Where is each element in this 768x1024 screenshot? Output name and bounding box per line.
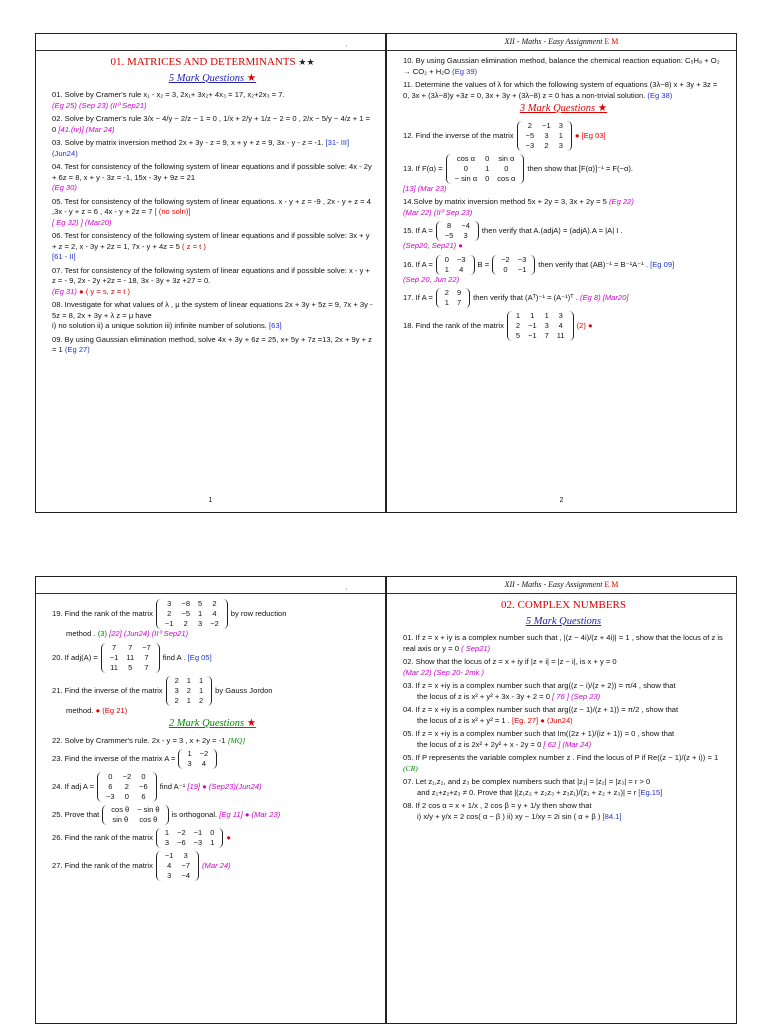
matrix-cell: −5: [525, 130, 535, 140]
matrix-row: [441, 298, 465, 308]
matrix-cell: 3: [164, 838, 170, 847]
question-05: 05. If z = x +iy is a complex number such that Im((2z + 1)/(iz + 1)) = 0 , show that the locus of z is 2x² + 2y² + x - 2y = 0 [ 62 ] (Mar 24): [403, 729, 675, 749]
question-05b: 05. If P represents the variable complex number z . Find the locus of P if Re((z − 1)/(z + i)) = 1 (CR): [403, 753, 719, 773]
matrix-cell: 0: [504, 163, 509, 173]
matrix-cell: 7: [544, 331, 549, 340]
matrix: [166, 676, 213, 706]
matrix-cell: 2: [186, 685, 191, 695]
matrix: [436, 221, 479, 241]
matrix-cell: − sin α: [454, 173, 478, 183]
matrix-cell: 3: [167, 871, 172, 880]
page-number: 1: [208, 497, 213, 504]
matrix-row: [171, 676, 208, 686]
matrix-row: [183, 759, 212, 769]
matrix-cell: sin θ: [112, 815, 129, 824]
matrix-cell: −1: [193, 828, 203, 837]
question-17: 17. If A = 2 9 1 7 then verify that (Aᵀ)⁻¹ = (A⁻¹)ᵀ . (Eg 8) [Mar20]: [403, 288, 629, 307]
matrix-table: [497, 255, 530, 275]
matrix-row: [161, 828, 218, 838]
page-1: [35, 33, 386, 513]
question-11: 11. Determine the values of λ for which the following system of equations (3λ−8) x + 3y + 3z = 0, 3x + (3λ−8)y +3z = 0, 3x + 3y + (3λ−8) z = 0 has a non-trivial solution. (Eg 38): [403, 80, 718, 100]
matrix-cell: 3: [198, 619, 203, 628]
question-03: 03. If z = x +iy is a complex number such that arg((z − i)/(z + 2)) = π/4 , show that the locus of z is x² + y² + 3x - 3y + 2 = 0 [ 76 ] (Sep 23): [403, 681, 676, 701]
matrix: [436, 288, 470, 308]
matrix-cell: 6: [141, 792, 146, 801]
question-15: 15. If A = 8 −4 −5 3 then verify that A.(adjA) = (adjA).A = |A| I . (Sep20, Sep21) ●: [403, 221, 623, 250]
matrix: [178, 749, 217, 769]
matrix-cell: 1: [198, 685, 204, 695]
matrix-row: [441, 231, 474, 241]
matrix-cell: −7: [181, 861, 191, 870]
matrix-row: [161, 609, 223, 619]
matrix-cell: −1: [528, 321, 537, 330]
matrix-cell: 5: [515, 331, 521, 340]
matrix-table: [161, 851, 194, 881]
matrix-cell: 7: [128, 642, 133, 652]
matrix: [507, 311, 574, 341]
matrix-cell: 3: [544, 321, 549, 330]
question-07: 07. Let z₁,z₂, and z₃ be complex numbers such that |z₁| = |z₂| = |z₃| = r > 0 and z₁+z₂+z₃ ≠ 0. Prove that |(z₁z₂ + z₂z₃ + z₃z₁)/(z₁ + z₂ + z₃)| = r [Eg.15]: [403, 777, 663, 797]
header-rule: [387, 593, 736, 594]
question-07: 07. Test for consistency of the following system of linear equations and if possible solve: x - y + z = - 9, 2x - 2y +2z = - 18, 3x - 3y + 3z +27 = 0. (Eg 31) ● ( y = s, z = t ): [52, 265, 370, 296]
matrix-cell: 1: [558, 130, 563, 140]
matrix-cell: 2: [167, 609, 172, 618]
matrix-row: [161, 599, 223, 609]
question-13: 13. If F(α) = cos α 0 sin α 0 1 0 − sin α 0 cos α then show that [F(α)]⁻¹ = F(−α). [13] (Mar 23): [403, 153, 634, 193]
matrix-cell: 4: [201, 759, 206, 768]
matrix-cell: −2: [122, 772, 132, 781]
matrix-row: [522, 141, 567, 151]
matrix-cell: −3: [193, 838, 203, 847]
matrix-row: [161, 861, 194, 871]
chapter-title: 02. COMPLEX NUMBERS: [501, 599, 626, 611]
matrix-row: [522, 121, 567, 131]
question-06: 06. Test for consistency of the following system of linear equations and if possible solve: 3x + y + z = 2, x - 3y + 2z = 1, 7x - y + 4z = 5 ( z = t ) [61 - II]: [52, 231, 370, 261]
matrix-cell: 5: [198, 599, 203, 608]
matrix-cell: 1: [186, 675, 191, 685]
matrix-row: [451, 154, 520, 164]
question-14: 14.Solve by matrix inversion method 5x + 2y = 3, 3x + 2y = 5 (Eg 22) (Mar 22) (II⁰ Sep 23): [403, 197, 634, 217]
matrix-cell: 3: [187, 759, 192, 768]
question-25: 25. Prove that cos θ − sin θ sin θ cos θ is orthogonal. [Eg 11] ● (Mar 23): [52, 805, 281, 824]
matrix-cell: 1: [444, 264, 449, 274]
matrix-row: [497, 255, 530, 265]
page-3: [35, 576, 386, 1024]
question-19: 19. Find the rank of the matrix 3 −8 5 2 2 −5 1 4 −1 2 3 −2 by row reduction method . (3) [22] (Jun24) (II⁰ Sep21): [52, 599, 287, 638]
section-heading: 5 Mark Questions: [525, 615, 602, 627]
matrix-cell: −1: [528, 331, 537, 340]
matrix: [446, 154, 525, 184]
matrix-cell: −8: [181, 599, 191, 608]
matrix-cell: 3: [167, 599, 172, 608]
matrix-row: [512, 331, 569, 341]
matrix-table: [441, 255, 470, 275]
matrix-cell: −1: [164, 851, 174, 860]
matrix-table: [171, 676, 208, 706]
header-rule: [387, 50, 736, 51]
matrix-row: [106, 653, 155, 663]
matrix: [102, 805, 168, 825]
question-08: 08. If 2 cos α = x + 1/x , 2 cos β = y + 1/y then show that i) x/y + y/x = 2 cos( α − β ) ii) xy − 1/xy = 2i sin ( α + β ) [84.1]: [403, 801, 622, 821]
page-header: XII - Maths - Easy Assignment E M: [504, 37, 619, 46]
matrix-cell: cos α: [456, 153, 475, 163]
matrix-table: [441, 288, 465, 308]
matrix-cell: 0: [485, 173, 490, 183]
matrix-cell: 11: [126, 652, 135, 662]
matrix-table: [522, 121, 567, 151]
matrix-cell: −3: [456, 254, 466, 264]
matrix-row: [512, 321, 569, 331]
matrix-cell: 1: [210, 838, 215, 847]
matrix-cell: −3: [525, 140, 535, 150]
question-12: 12. Find the inverse of the matrix 2 −1 3 −5 3 1 −3 2 3 ● [Eg 03]: [403, 120, 606, 150]
matrix-table: [102, 772, 152, 802]
matrix-cell: 2: [515, 321, 521, 330]
matrix-cell: − sin θ: [137, 805, 160, 814]
matrix-cell: 2: [174, 695, 179, 705]
matrix-cell: 2: [544, 140, 549, 150]
matrix-cell: −1: [164, 619, 174, 628]
matrix-cell: 2: [212, 599, 217, 608]
question-02: 02. Solve by Cramer's rule 3/x − 4/y − 2/z − 1 = 0 , 1/x + 2/y + 1/z − 2 = 0 , 2/x − 5/y − 4/z + 1 = 0 [41.(iv)] (Mar 24): [52, 114, 371, 134]
matrix: [492, 255, 535, 275]
matrix-cell: −2: [199, 749, 209, 758]
question-03: 03. Solve by matrix inversion method 2x + 3y - z = 9, x + y + z = 9, 3x - y - z = -1. [31- III] (Jun24): [52, 138, 350, 158]
matrix-cell: cos α: [497, 173, 516, 183]
matrix: [156, 828, 223, 848]
matrix-row: [512, 311, 569, 321]
question-23: 23. Find the inverse of the matrix A = 1 −2 3 4: [52, 749, 373, 769]
matrix-table: [107, 805, 163, 825]
matrix-cell: 0: [124, 792, 129, 801]
matrix-row: [107, 815, 163, 825]
matrix-cell: 0: [463, 163, 468, 173]
header-mark: ,: [345, 585, 347, 591]
question-20: 20. If adj(A) = 7 7 −7 −1 11 7 11 5 7 find A . [Eg 05]: [52, 642, 212, 672]
matrix-row: [106, 663, 155, 673]
matrix-cell: 3: [558, 140, 563, 150]
matrix-cell: 7: [144, 662, 149, 672]
matrix-cell: 2: [174, 675, 179, 685]
question-01: 01. Solve by Cramer's rule x₁ - x₂ = 3, 2x₁+ 3x₂+ 4x₃ = 17, x₂+2x₃ = 7. (Eg 25) (Sep 23) (II⁰ Sep21): [52, 90, 285, 110]
header-mark: ,: [345, 42, 347, 48]
section-heading: 3 Mark Questions ★: [519, 103, 608, 114]
page-header: XII - Maths - Easy Assignment E M: [504, 580, 619, 589]
matrix-table: [512, 311, 569, 341]
matrix-cell: −5: [444, 231, 454, 240]
matrix-row: [102, 782, 152, 792]
question-01: 01. If z = x + iy is a complex number such that , |(z − 4i)/(z + 4i)| = 1 , show that the locus of z is real axis or y = 0 ( Sep21): [403, 633, 723, 653]
matrix-row: [441, 265, 470, 275]
matrix-row: [102, 792, 152, 802]
matrix-cell: 2: [124, 782, 129, 791]
matrix-table: [161, 599, 223, 629]
matrix-cell: 1: [544, 311, 549, 320]
matrix-cell: 2: [527, 120, 532, 130]
section-heading: 5 Mark Questions ★: [168, 72, 257, 84]
matrix-cell: 1: [164, 828, 170, 837]
matrix-cell: 1: [198, 609, 203, 618]
matrix-cell: 7: [456, 298, 462, 307]
question-04: 04. Test for consistency of the following system of linear equations and if possible solve: 4x - 2y + 6z = 8, x + y - 3z = -1, 15x - 3y + 9z = 21 (Eg 30): [52, 162, 372, 192]
page-2: [386, 33, 737, 513]
matrix-row: [171, 696, 208, 706]
matrix-table: [451, 154, 520, 184]
matrix-cell: 4: [212, 609, 217, 618]
matrix-cell: 2: [198, 695, 204, 705]
matrix-cell: 3: [558, 311, 563, 320]
question-26: 26. Find the rank of the matrix 1 −2 −1 0 3 −6 −3 1 ●: [52, 828, 231, 847]
matrix-cell: −4: [461, 221, 470, 230]
matrix: [517, 121, 572, 151]
matrix-cell: 1: [198, 675, 204, 685]
matrix-cell: 0: [485, 153, 490, 163]
matrix-cell: 6: [108, 782, 113, 791]
matrix: [156, 851, 199, 881]
section-heading: 2 Mark Questions ★: [168, 718, 257, 729]
matrix-cell: −3: [517, 254, 527, 264]
matrix-cell: 8: [446, 221, 452, 230]
question-21: 21. Find the inverse of the matrix 2 1 1 3 2 1 2 1 2 by Gauss Jordon method. ● (Eg 21): [52, 675, 273, 715]
header-rule: [36, 593, 385, 594]
question-24: 24. If adj A = 0 −2 0 6 2 −6 −3 0 6 find A⁻¹ [19] ● (Sep23)(Jun24): [52, 772, 262, 801]
matrix-cell: 1: [485, 163, 490, 173]
question-10: 10. By using Gaussian elimination method, balance the chemical reaction equation: C₅H₈ + O₂ → CO₂ + H₂O (Eg 39): [403, 56, 720, 76]
matrix-cell: 3: [558, 120, 563, 130]
matrix-cell: 0: [210, 828, 215, 837]
question-02: 02. Show that the locus of z = x + iy if |z + i| = |z − i|, is x + y = 0 (Mar 22) (Sep 20- 2mk ): [403, 657, 617, 677]
matrix-cell: 1: [530, 311, 535, 320]
matrix-cell: 2: [444, 288, 449, 297]
matrix-cell: 0: [444, 254, 449, 264]
matrix: [97, 772, 157, 802]
matrix-cell: 2: [183, 619, 188, 628]
question-09: 09. By using Gaussian elimination method, solve 4x + 3y + 6z = 25, x+ 5y + 7z =13, 2x + 9y + z = 1 (Eg 27): [52, 334, 372, 354]
matrix-row: [161, 851, 194, 861]
matrix-row: [171, 686, 208, 696]
matrix: [101, 643, 160, 673]
matrix: [156, 599, 228, 629]
matrix-row: [161, 871, 194, 881]
matrix-cell: 1: [444, 298, 449, 307]
matrix-cell: −1: [542, 120, 551, 130]
matrix-cell: 1: [187, 749, 192, 758]
matrix-cell: 7: [111, 642, 117, 652]
matrix-cell: 4: [558, 321, 563, 330]
question-08: 08. Investigate for what values of λ , μ the system of linear equations 2x + 3y + 5z = 9, 7x + 3y - 5z = 8, 2x + 3y + λ z = μ have i) no solution ii) a unique solution iii) infinite number of solutions. [63]: [52, 300, 373, 330]
matrix-row: [451, 164, 520, 174]
page-4: [386, 576, 737, 1024]
matrix-cell: −2: [501, 254, 510, 264]
matrix-cell: 3: [183, 851, 188, 860]
matrix-row: [102, 772, 152, 782]
matrix-cell: −6: [177, 838, 186, 847]
matrix-row: [161, 619, 223, 629]
question-05: 05. Test for consistency of the following system of linear equations. x - y + z = -9 , 2x - y + z = 4 ,3x - y + z = 6 , 4x - y + 2z = 7 [ (no soln)] [ Eg 32) ] (Mar20): [52, 196, 371, 227]
matrix-cell: 4: [459, 264, 464, 274]
question-16: 16. If A = 0 −3 1 4 B = −2 −3 0 −1 then verify that (AB)⁻¹ = B⁻¹A⁻¹ . [Eg 09] (Sep 20, Jun 22): [403, 254, 675, 284]
matrix-cell: 0: [108, 772, 113, 781]
question-18: 18. Find the rank of the matrix 1 1 1 3 2 −1 3 4 5 −1 7 11 (2) ●: [403, 311, 593, 340]
matrix-cell: cos θ: [139, 815, 158, 824]
matrix-cell: 11: [110, 662, 118, 672]
matrix-row: [441, 288, 465, 298]
matrix-row: [183, 749, 212, 759]
matrix-row: [522, 131, 567, 141]
matrix-row: [497, 265, 530, 275]
matrix-row: [107, 805, 163, 815]
matrix-cell: −5: [181, 609, 191, 618]
matrix-cell: 3: [544, 130, 549, 140]
chapter-title: 01. MATRICES AND DETERMINANTS ★★: [110, 56, 315, 68]
matrix-row: [441, 221, 474, 231]
question-27: 27. Find the rank of the matrix −1 3 4 −7 3 −4 (Mar 24): [52, 851, 231, 880]
matrix-row: [441, 255, 470, 265]
matrix-cell: 0: [503, 264, 508, 274]
matrix-row: [451, 174, 520, 184]
matrix-cell: 3: [174, 685, 179, 695]
matrix-row: [161, 838, 218, 848]
matrix-cell: −7: [142, 642, 151, 652]
matrix-cell: 11: [556, 331, 565, 340]
matrix-table: [161, 828, 218, 848]
question-22: 22. Solve by Crammer's rule. 2x - y = 3 , x + 2y = -1 [MQ]: [52, 735, 246, 745]
matrix-cell: 1: [186, 695, 191, 705]
page-number: 2: [559, 497, 564, 504]
matrix-cell: −3: [106, 792, 115, 801]
matrix-cell: −2: [177, 828, 186, 837]
matrix-table: [183, 749, 212, 769]
matrix-table: [441, 221, 474, 241]
header-rule: [36, 50, 385, 51]
matrix-cell: −1: [517, 264, 527, 274]
matrix-cell: 9: [456, 288, 462, 297]
matrix-cell: 4: [167, 861, 172, 870]
matrix-cell: sin α: [498, 153, 515, 163]
matrix-cell: 5: [128, 662, 133, 672]
matrix-cell: 7: [144, 652, 149, 662]
matrix: [436, 255, 475, 275]
matrix-cell: −4: [181, 871, 191, 880]
matrix-cell: −1: [109, 652, 119, 662]
matrix-cell: 3: [463, 231, 468, 240]
matrix-cell: 1: [515, 311, 521, 320]
matrix-cell: 0: [141, 772, 146, 781]
matrix-cell: −2: [210, 619, 219, 628]
matrix-table: [106, 643, 155, 673]
matrix-cell: −6: [139, 782, 148, 791]
matrix-row: [106, 643, 155, 653]
question-04: 04. If z = x +iy is a complex number such that arg((z − 1)/(z + 1)) = π/2 , show that the locus of z is x² + y² = 1 . [Eg. 27] ● (Jun24): [403, 705, 679, 725]
matrix-cell: cos θ: [111, 805, 130, 814]
